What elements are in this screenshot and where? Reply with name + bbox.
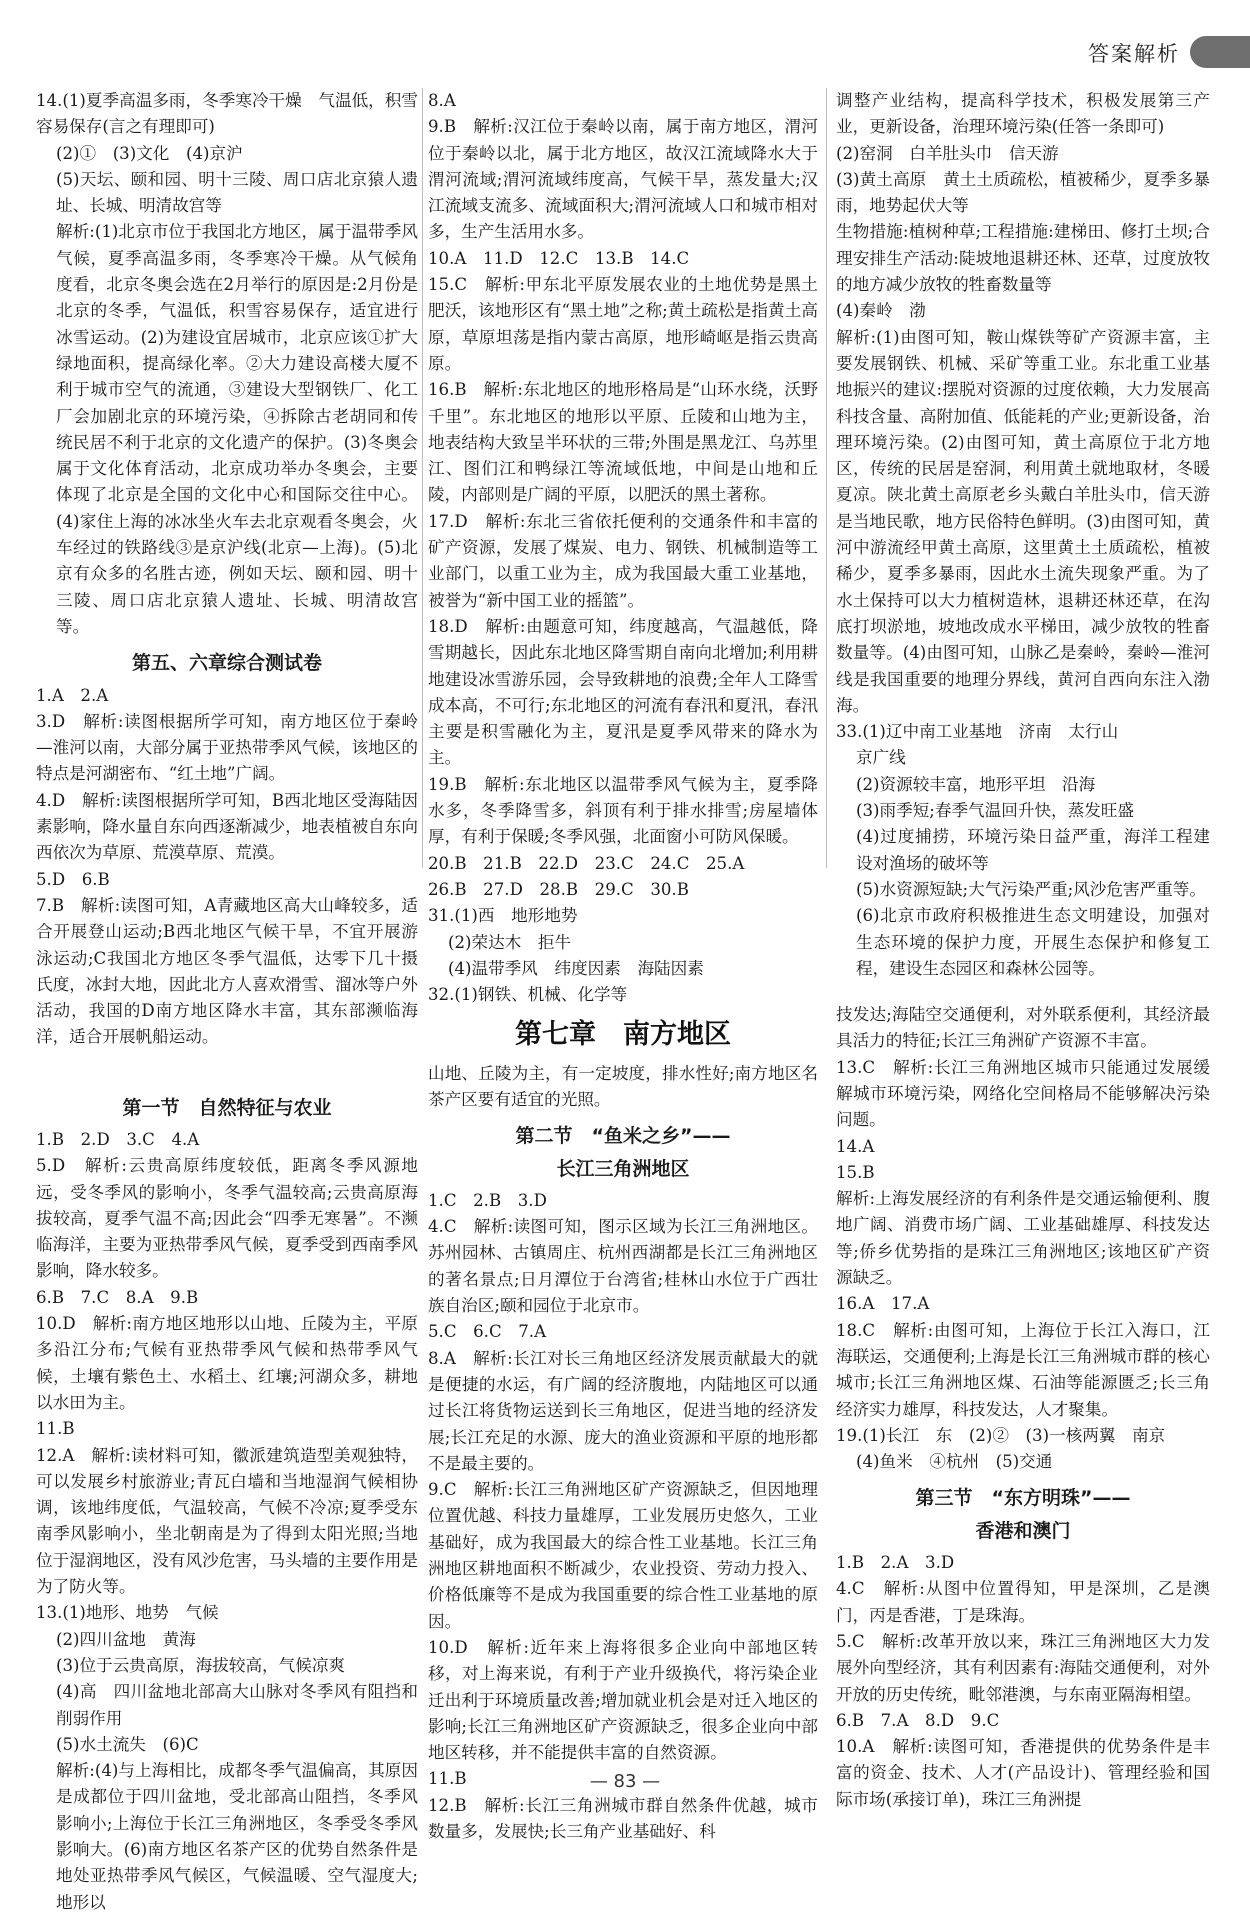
answer-line: 4.D 解析:读图根据所学可知，B西北地区受海陆因素影响，降水量自东向西逐渐减少，地表植被自东向西依次为草原、荒漠草原、荒漠。 <box>36 790 418 863</box>
answer-line: 1.B 2.A 3.D <box>836 1553 955 1573</box>
answer-line: (5)水资源短缺;大气污染严重;风沙危害严重等。 <box>856 879 1206 899</box>
answer-explanation: 解析:上海发展经济的有利条件是交通运输便利、腹地广阔、消费市场广阔、工业基础雄厚、科技发达等;侨乡优势指的是珠江三角洲地区;该地区矿产资源缺乏。 <box>836 1189 1210 1288</box>
answer-line: (5)天坛、颐和园、明十三陵、周口店北京猿人遗址、长城、明清故宫等 <box>56 169 418 216</box>
answer-line: 6.B 7.A 8.D 9.C <box>836 1710 1000 1730</box>
answer-line: 19.(1)长江 东 (2)② (3)一核两翼 南京 <box>836 1425 1166 1445</box>
answer-line: 5.C 6.C 7.A <box>428 1322 547 1342</box>
answer-line: 10.A 解析:读图可知，香港提供的优势条件是丰富的资金、技术、人才(产品设计)、管理经验和国际市场(承接订单)，珠江三角洲提 <box>836 1737 1210 1809</box>
answer-line: (6)北京市政府积极推进生态文明建设，加强对生态环境的保护力度，开展生态保护和修复工程，建设生态园区和森林公园等。 <box>856 906 1210 978</box>
answer-line: 1.A 2.A <box>36 685 109 705</box>
answer-line: (4)鱼米 ④杭州 (5)交通 <box>856 1452 1053 1472</box>
header-title: 答案解析 <box>1088 42 1180 66</box>
answer-line: 16.B 解析:东北地区的地形格局是“山环水绕，沃野千里”。东北地区的地形以平原、丘陵和山地为主，地表结构大致呈半环状的三带;外围是黑龙江、乌苏里江、图们江和鸭绿江等流域低地，中间是山地和丘陵，内部则是广阔的平原，以肥沃的黑土著称。 <box>428 380 818 505</box>
answer-line: 12.B 解析:长江三角洲城市群自然条件优越，城市数量多，发展快;长三角产业基础好、科 <box>428 1795 818 1841</box>
answer-line: 13.(1)地形、地势 气候 <box>36 1603 219 1623</box>
answer-line: 10.A 11.D 12.C 13.B 14.C <box>428 248 690 268</box>
header-tab-marker <box>1190 36 1250 68</box>
answer-explanation: 解析:(4)与上海相比，成都冬季气温偏高，其原因是成都位于四川盆地，受北部高山阻挡，冬季风影响小;上海位于长江三角洲地区，冬季受冬季风影响大。(6)南方地区名茶产区的优势自然条件是地处亚热带季风气候区，气候温暖、空气湿度大;地形以 <box>56 1761 418 1912</box>
answer-line: 12.A 解析:读材料可知，徽派建筑造型美观独特，可以发展乡村旅游业;青瓦白墙和当地湿润气候相协调，该地纬度低，气温较高，气候不冷凉;夏季受东南季风影响小，坐北朝南是为了得到太阳光照;当地位于湿润地区，没有风沙危害，马头墙的主要作用是为了防火等。 <box>36 1445 418 1597</box>
chapter-title: 第七章 南方地区 <box>515 1019 731 1051</box>
answer-line: (3)黄土高原 黄土土质疏松，植被稀少，夏季多暴雨，地势起伏大等 <box>836 169 1210 216</box>
answer-line: 19.B 解析:东北地区以温带季风气候为主，夏季降水多，冬季降雪多，斜顶有利于排水排雪;房屋墙体厚，有利于保暖;冬季风强，北面窗小可防风保暖。 <box>428 774 818 847</box>
section-title: 第二节 “鱼米之乡”—— <box>515 1125 731 1148</box>
answer-line: 13.C 解析:长江三角洲地区城市只能通过发展缓解城市环境污染，网络化空间格局不能够解决污染问题。 <box>836 1057 1210 1130</box>
answer-explanation: 解析:(1)北京市位于我国北方地区，属于温带季风气候，夏季高温多雨，冬季寒冷干燥。从气候角度看，北京冬奥会选在2月举行的原因是:2月份是北京的冬季，气温低，积雪容易保存，适宜进行冰雪运动。(2)为建设宜居城市，北京应该①扩大绿地面积，提高绿化率。②大力建设高楼大厦不利于城市空气的流通，③建设大型钢铁厂、化工厂会加剧北京的环境污染，④拆除古老胡同和传统民居不利于北京的文化遗产的保护。(3)冬奥会属于文化体育活动，北京成功举办冬奥会，主要体现了北京是全国的文化中心和国际交往中心。(4)家住上海的冰冰坐火车去北京观看冬奥会，火车经过的铁路线③是京沪线(北京—上海)。(5)北京有众多的名胜古迹，例如天坛、颐和园、明十三陵、周口店北京猿人遗址、长城、明清故宫等。 <box>56 222 418 636</box>
answer-line: 8.A <box>428 91 456 110</box>
answer-line: 京广线 <box>856 748 906 768</box>
column-divider <box>826 88 827 868</box>
answer-line: 10.D 解析:近年来上海将很多企业向中部地区转移，对上海来说，有利于产业升级换代，将污染企业迁出利于环境质量改善;增加就业机会是对迁入地区的影响;长江三角洲地区矿产资源缺乏，很多企业向中部地区转移，并不能提供丰富的自然资源。 <box>428 1637 818 1763</box>
answer-line: 8.A 解析:长江对长三角地区经济发展贡献最大的就是便捷的水运，有广阔的经济腹地，内陆地区可以通过长江将货物运送到长三角地区，促进当地的经济发展;长江充足的水源、庞大的渔业资源和平原的地形都不是最主要的。 <box>428 1348 818 1473</box>
answer-line: 9.B 解析:汉江位于秦岭以南，属于南方地区，渭河位于秦岭以北，属于北方地区，故汉江流域降水大于渭河流域;渭河流域纬度高，气候干旱，蒸发量大;汉江流域支流多、流域面积大;渭河流域人口和城市相对多，生产生活用水多。 <box>428 117 818 242</box>
answer-line: 15.C 解析:甲东北平原发展农业的土地优势是黑土肥沃，该地形区有“黑土地”之称;黄土疏松是指黄土高原，草原坦荡是指内蒙古高原，地形崎岖是指云贵高原。 <box>428 275 818 373</box>
answer-line: 15.B <box>836 1162 875 1182</box>
answer-line: 10.D 解析:南方地区地形以山地、丘陵为主，平原多沿江分布;气候有亚热带季风气候和热带季风气候，土壤有紫色土、水稻土、红壤;河湖众多，耕地以水田为主。 <box>36 1314 418 1412</box>
answer-line: (5)水土流失 (6)C <box>56 1734 199 1754</box>
answer-line: 5.D 6.B <box>36 869 110 889</box>
page-number: — 83 — <box>589 1771 661 1792</box>
page-header <box>0 0 1250 70</box>
answer-line: 11.B <box>36 1419 75 1439</box>
answer-line: 20.B 21.B 22.D 23.C 24.C 25.A <box>428 853 745 873</box>
answer-line: 技发达;海陆空交通便利，对外联系便利，其经济最具活力的特征;长江三角洲矿产资源不丰富。 <box>836 1005 1210 1051</box>
column-2 <box>428 88 818 1845</box>
answer-line: (2)荣达木 拒牛 <box>448 932 572 952</box>
answer-line: 32.(1)钢铁、机械、化学等 <box>428 985 628 1005</box>
answer-line: 14.(1)夏季高温多雨，冬季寒冷干燥 气温低，积雪容易保存(言之有理即可) <box>36 91 418 137</box>
answer-line: 31.(1)西 地形地势 <box>428 906 578 926</box>
answer-line: 33.(1)辽中南工业基地 济南 太行山 <box>836 722 1119 742</box>
answer-line: 1.C 2.B 3.D <box>428 1190 547 1210</box>
answer-line: 17.D 解析:东北三省依托便利的交通条件和丰富的矿产资源，发展了煤炭、电力、钢铁、机械制造等工业部门，以重工业为主，成为我国最大重工业基地，被誉为“新中国工业的摇篮”。 <box>428 511 818 610</box>
answer-line: 4.C 解析:读图可知，图示区域为长江三角洲地区。苏州园林、古镇周庄、杭州西湖都是长江三角洲地区的著名景点;日月潭位于台湾省;桂林山水位于广西壮族自治区;颐和园位于北京市。 <box>428 1217 818 1316</box>
answer-line: 4.C 解析:从图中位置得知，甲是深圳，乙是澳门，丙是香港，丁是珠海。 <box>836 1579 1210 1625</box>
answer-line: (4)秦岭 渤 <box>836 301 926 321</box>
answer-line: 26.B 27.D 28.B 29.C 30.B <box>428 879 689 899</box>
answer-line: 3.D 解析:读图根据所学可知，南方地区位于秦岭—淮河以南，大部分属于亚热带季风气候，该地区的特点是河湖密布、“红土地”广阔。 <box>36 711 418 784</box>
answer-line: 18.C 解析:由图可知，上海位于长江入海口，江海联运，交通便利;上海是长江三角洲城市群的核心城市;长江三角洲地区煤、石油等能源匮乏;长三角经济实力雄厚，科技发达，人才聚集。 <box>836 1320 1210 1419</box>
answer-line: 1.B 2.D 3.C 4.A <box>36 1129 200 1149</box>
answer-line: 16.A 17.A <box>836 1294 930 1314</box>
answer-line: 6.B 7.C 8.A 9.B <box>36 1287 199 1307</box>
answer-explanation: 解析:(1)由图可知，鞍山煤铁等矿产资源丰富，主要发展钢铁、机械、采矿等重工业。东北重工业基地振兴的建议:摆脱对资源的过度依赖，大力发展高科技含量、高附加值、低能耗的产业;更新设备，治理环境污染。(2)由图可知，黄土高原位于北方地区，传统的民居是窑洞，利用黄土就地取材，冬暖夏凉。陕北黄土高原老乡头戴白羊肚头巾，信天游是当地民歌，地方民俗特色鲜明。(3)由图可知，黄河中游流经甲黄土高原，这里黄土土质疏松，植被稀少，夏季多暴雨，因此水土流失现象严重。为了水土保持可以大力植树造林，退耕还林还草，在沟底打坝淤地，坡地改成水平梯田，减少放牧的牲畜数量等。(4)由图可知，山脉乙是秦岭，秦岭—淮河线是我国重要的地理分界线，黄河自西向东注入渤海。 <box>836 327 1210 715</box>
column-3 <box>836 88 1210 1813</box>
answer-line: 18.D 解析:由题意可知，纬度越高，气温越低，降雪期越长，因此东北地区降雪期自南向北增加;利用耕地建设冰雪游乐园，会导致耕地的浪费;全年人工降雪成本高，不可行;东北地区的河流有春汛和夏汛，春汛主要是积雪融化为主，夏汛是夏季风带来的降水为主。 <box>428 616 818 768</box>
answer-line: 山地、丘陵为主，有一定坡度，排水性好;南方地区名茶产区要有适宜的光照。 <box>428 1063 818 1109</box>
answer-line: (2)① (3)文化 (4)京沪 <box>56 143 243 163</box>
answer-line: 5.C 解析:改革开放以来，珠江三角洲地区大力发展外向型经济，其有利因素有:海陆交通便利，对外开放的历史传统，毗邻港澳，与东南亚隔海相望。 <box>836 1631 1210 1704</box>
answer-line: 调整产业结构，提高科学技术，积极发展第三产业，更新设备，治理环境污染(任答一条即可) <box>836 91 1210 137</box>
answer-line: 14.A <box>836 1136 875 1156</box>
answer-line: (2)窑洞 白羊肚头巾 信天游 <box>836 143 1059 163</box>
section-subtitle: 长江三角洲地区 <box>556 1157 690 1180</box>
section-title: 第三节 “东方明珠”—— <box>915 1487 1131 1510</box>
answer-line: (3)雨季短;春季气温回升快，蒸发旺盛 <box>856 801 1135 821</box>
answer-line: (3)位于云贵高原，海拔较高，气候凉爽 <box>56 1655 346 1675</box>
column-divider <box>422 88 423 868</box>
section-title: 第五、六章综合测试卷 <box>131 652 322 675</box>
answer-line: (4)高 四川盆地北部高大山脉对冬季风有阻挡和削弱作用 <box>56 1682 418 1728</box>
answer-line: 7.B 解析:读图可知，A青藏地区高大山峰较多，适合开展登山运动;B西北地区气候干旱，不宜开展游泳运动;C我国北方地区冬季气温低，达零下几十摄氏度，冰封大地，因此北方人喜欢滑雪、溜冰等户外活动，我国的D南方地区降水丰富，其东部濒临海洋，适合开展帆船运动。 <box>36 895 418 1047</box>
answer-line: (2)四川盆地 黄海 <box>56 1629 196 1649</box>
answer-line: 9.C 解析:长江三角洲地区矿产资源缺乏，但因地理位置优越、科技力量雄厚，工业发展历史悠久，工业基础好，成为我国最大的综合性工业基地。长江三角洲地区耕地面积不断减少，农业投资、劳动力投入、价格低廉等不是成为我国重要的综合性工业基地的原因。 <box>428 1480 818 1631</box>
answer-line: 11.B <box>428 1769 467 1789</box>
answer-line: 生物措施:植树种草;工程措施:建梯田、修打土坝;合理安排生产活动:陡坡地退耕还林、还草，过度放牧的地方减少放牧的牲畜数量等 <box>836 222 1210 295</box>
answer-line: 5.D 解析:云贵高原纬度较低，距离冬季风源地远，受冬季风的影响小，冬季气温较高;云贵高原海拔较高，夏季气温不高;因此会“四季无寒暑”。不濒临海洋，主要为亚热带季风气候，夏季受到西南季风影响，降水较多。 <box>36 1156 418 1281</box>
column-1 <box>36 88 418 1916</box>
answer-line: (2)资源较丰富，地形平坦 沿海 <box>856 774 1096 794</box>
section-title: 第一节 自然特征与农业 <box>122 1096 332 1119</box>
answer-line: (4)过度捕捞，环境污染日益严重，海洋工程建设对渔场的破坏等 <box>856 827 1210 873</box>
section-subtitle: 香港和澳门 <box>975 1519 1071 1542</box>
answer-line: (4)温带季风 纬度因素 海陆因素 <box>448 958 704 978</box>
